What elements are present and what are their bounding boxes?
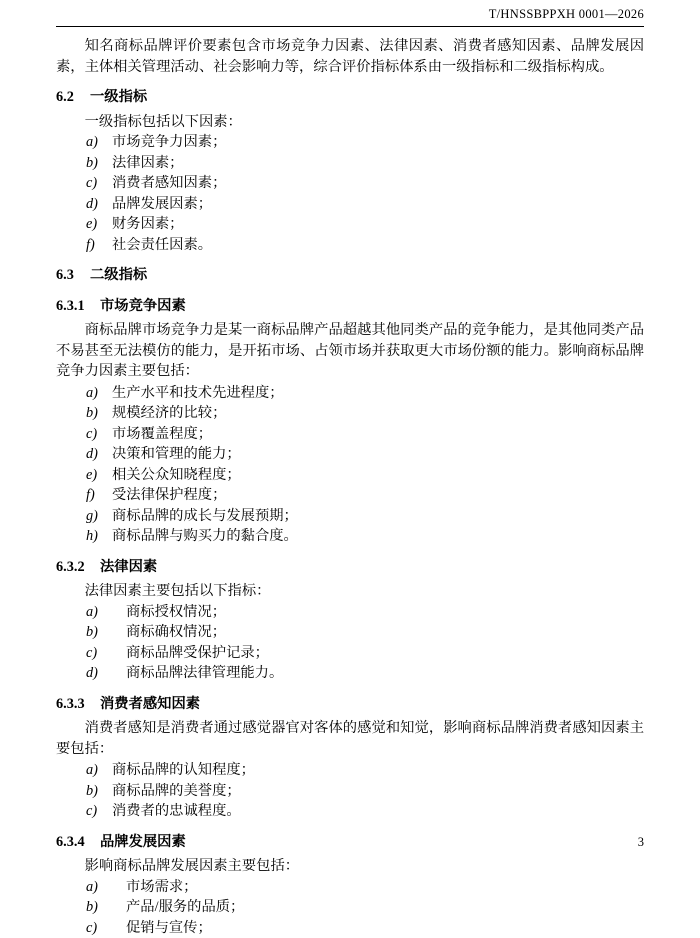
intro-paragraph: 知名商标品牌评价要素包含市场竞争力因素、法律因素、消费者感知因素、品牌发展因素，主体相关管理活动、社会影响力等，综合评价指标体系由一级指标和二级指标构成。	[56, 36, 644, 77]
list-item	[56, 781, 644, 802]
list-marker: d)	[86, 444, 98, 465]
list-text: 财务因素；	[112, 216, 183, 232]
heading-6-3-4-number: 6.3.4	[56, 832, 100, 853]
list-text: 法律因素；	[112, 155, 183, 171]
heading-6-3-title: 二级指标	[90, 267, 147, 283]
list-item	[56, 526, 644, 547]
list-text: 商标确权情况；	[126, 624, 226, 640]
list-text: 商标授权情况；	[126, 604, 226, 620]
heading-6-3-4-title: 品牌发展因素	[100, 834, 186, 850]
list-item	[56, 602, 644, 623]
list-marker: a)	[86, 383, 98, 404]
lead-6-3-2: 法律因素主要包括以下指标：	[56, 581, 644, 602]
heading-6-3-number: 6.3	[56, 265, 90, 286]
list-item	[56, 465, 644, 486]
list-6-2	[56, 132, 644, 255]
list-marker: a)	[86, 760, 98, 781]
list-text: 商标品牌受保护记录；	[126, 645, 269, 661]
list-text: 相关公众知晓程度；	[112, 467, 241, 483]
list-text: 消费者的忠诚程度。	[112, 803, 241, 819]
list-text: 商标品牌与购买力的黏合度。	[112, 528, 298, 544]
page-header-code: T/HNSSBPPXH 0001—2026	[489, 7, 644, 22]
list-text: 市场竞争力因素；	[112, 134, 226, 150]
list-text: 市场覆盖程度；	[112, 426, 212, 442]
paragraph-6-3-1: 商标品牌市场竞争力是某一商标品牌产品超越其他同类产品的竞争能力，是其他同类产品不易甚至无法模仿的能力，是开拓市场、占领市场并获取更大市场份额的能力。影响商标品牌竞争力因素主要包括：	[56, 320, 644, 382]
list-item	[56, 132, 644, 153]
list-marker: a)	[86, 877, 98, 898]
list-item	[56, 663, 644, 684]
list-item	[56, 760, 644, 781]
list-text: 商标品牌的认知程度；	[112, 762, 255, 778]
list-item	[56, 173, 644, 194]
list-item	[56, 235, 644, 256]
list-marker: h)	[86, 526, 98, 547]
list-marker: c)	[86, 918, 97, 938]
list-text: 商标品牌法律管理能力。	[126, 665, 283, 681]
list-item	[56, 918, 644, 938]
heading-6-3-1	[56, 296, 644, 317]
list-text: 促销与宣传；	[126, 920, 212, 936]
list-item	[56, 214, 644, 235]
list-text: 生产水平和技术先进程度；	[112, 385, 284, 401]
list-item	[56, 424, 644, 445]
list-marker: f)	[86, 235, 95, 256]
list-text: 决策和管理的能力；	[112, 446, 241, 462]
list-marker: e)	[86, 214, 97, 235]
list-text: 社会责任因素。	[112, 237, 212, 253]
list-text: 受法律保护程度；	[112, 487, 226, 503]
list-item	[56, 194, 644, 215]
list-item	[56, 403, 644, 424]
heading-6-3-3-number: 6.3.3	[56, 694, 100, 715]
list-item	[56, 383, 644, 404]
list-text: 商标品牌的成长与发展预期；	[112, 508, 298, 524]
list-6-3-1	[56, 383, 644, 547]
list-item	[56, 622, 644, 643]
list-text: 消费者感知因素；	[112, 175, 226, 191]
list-item	[56, 153, 644, 174]
heading-6-3-2-number: 6.3.2	[56, 557, 100, 578]
list-marker: b)	[86, 403, 98, 424]
list-marker: c)	[86, 801, 97, 822]
document-content	[56, 36, 644, 938]
header-divider	[56, 26, 644, 27]
heading-6-3-4	[56, 832, 644, 853]
heading-6-2	[56, 87, 644, 108]
list-marker: f)	[86, 485, 95, 506]
list-item	[56, 485, 644, 506]
list-marker: a)	[86, 602, 98, 623]
heading-6-3-3	[56, 694, 644, 715]
heading-6-3-3-title: 消费者感知因素	[100, 696, 200, 712]
list-text: 商标品牌的美誉度；	[112, 783, 241, 799]
list-item	[56, 643, 644, 664]
list-marker: b)	[86, 153, 98, 174]
heading-6-3-2	[56, 557, 644, 578]
list-item	[56, 877, 644, 898]
list-marker: d)	[86, 194, 98, 215]
list-marker: b)	[86, 897, 98, 918]
heading-6-3-1-number: 6.3.1	[56, 296, 100, 317]
list-6-3-2	[56, 602, 644, 684]
list-marker: c)	[86, 173, 97, 194]
page-number: 3	[638, 835, 644, 850]
list-marker: c)	[86, 424, 97, 445]
list-marker: d)	[86, 663, 98, 684]
list-marker: e)	[86, 465, 97, 486]
list-text: 产品/服务的品质；	[126, 899, 244, 915]
list-item	[56, 801, 644, 822]
list-marker: b)	[86, 781, 98, 802]
list-text: 品牌发展因素；	[112, 196, 212, 212]
lead-6-2: 一级指标包括以下因素：	[56, 112, 644, 133]
list-marker: g)	[86, 506, 98, 527]
list-marker: a)	[86, 132, 98, 153]
paragraph-6-3-3: 消费者感知是消费者通过感觉器官对客体的感觉和知觉，影响商标品牌消费者感知因素主要包括：	[56, 718, 644, 759]
heading-6-2-title: 一级指标	[90, 89, 147, 105]
list-6-3-3	[56, 760, 644, 822]
lead-6-3-4: 影响商标品牌发展因素主要包括：	[56, 856, 644, 877]
list-marker: b)	[86, 622, 98, 643]
list-item	[56, 444, 644, 465]
list-item	[56, 506, 644, 527]
list-text: 市场需求；	[126, 879, 197, 895]
list-text: 规模经济的比较；	[112, 405, 226, 421]
heading-6-3-2-title: 法律因素	[100, 559, 157, 575]
heading-6-3	[56, 265, 644, 286]
list-6-3-4	[56, 877, 644, 938]
heading-6-3-1-title: 市场竞争因素	[100, 298, 186, 314]
list-item	[56, 897, 644, 918]
list-marker: c)	[86, 643, 97, 664]
heading-6-2-number: 6.2	[56, 87, 90, 108]
